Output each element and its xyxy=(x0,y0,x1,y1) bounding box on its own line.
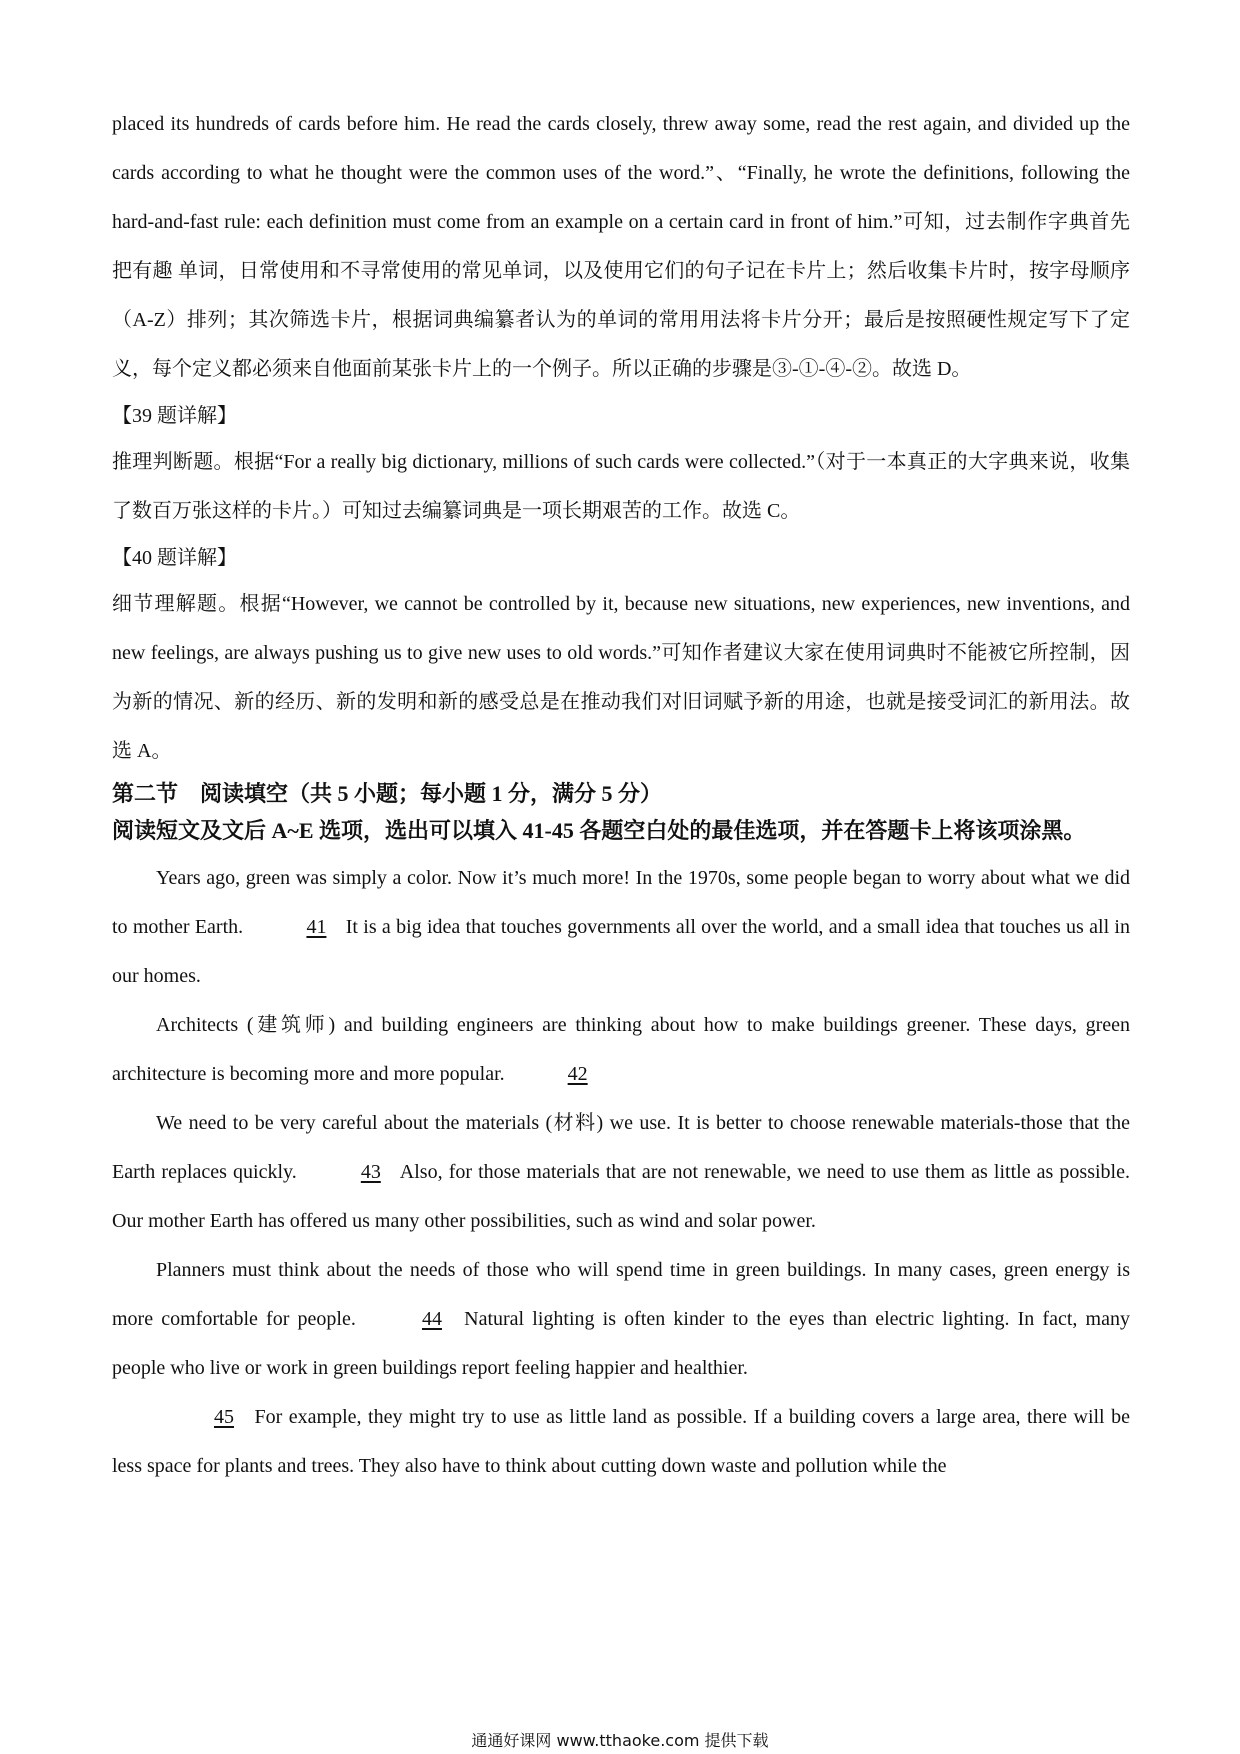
passage-paragraph-1 xyxy=(112,854,1130,1001)
passage-paragraph-4 xyxy=(112,1246,1130,1393)
passage-text: Natural lighting is often kinder to the eyes than electric lighting. In fact, many people who live or work in green buildings report feeling happier and healthier. xyxy=(112,1308,1130,1379)
passage-paragraph-2 xyxy=(112,1001,1130,1099)
document-page xyxy=(112,100,1130,1491)
passage-paragraph-3 xyxy=(112,1099,1130,1246)
question-40-explanation: 细节理解题。根据“However, we cannot be controlled by it, because new situations, new experiences, new inventions, and new feelings, are always pushing us to give new uses to old words.”可知作者建议大家在使用词典时不能被它所控制，因为新的情况、新的经历、新的发明和新的感受总是在推动我们对旧词赋予新的用途，也就是接受词汇的新用法。故选 A。 xyxy=(112,593,1130,762)
passage-text: For example, they might try to use as little land as possible. If a building covers a large area, there will be less space for plants and trees. They also have to think about cutting down waste and pollution while the xyxy=(112,1406,1130,1477)
passage-text: Planners must think about the needs of those who will spend time in green buildings. In many cases, green energy is more comfortable for people. xyxy=(112,1259,1130,1330)
question-40-label: 【40 题详解】 xyxy=(112,547,237,569)
passage-text: We need to be very careful about the materials (材料) we use. It is better to choose renewable materials-those that the Earth replaces quickly. xyxy=(112,1112,1130,1183)
blank-41: 41 xyxy=(306,916,327,938)
blank-42: 42 xyxy=(567,1063,588,1085)
question-39-explanation: 推理判断题。根据“For a really big dictionary, millions of such cards were collected.”（对于一本真正的大字典来说，收集了数百万张这样的卡片。）可知过去编纂词典是一项长期艰苦的工作。故选 C。 xyxy=(112,451,1130,522)
passage-text: Years ago, green was simply a color. Now it’s much more! In the 1970s, some people began to worry about what we did to mother Earth. xyxy=(112,867,1130,938)
question-39-label: 【39 题详解】 xyxy=(112,405,237,427)
answer-38-explanation-tail: placed its hundreds of cards before him. He read the cards closely, threw away some, read the rest again, and divided up the cards according to what he thought were the common uses of the word.”、“Finally, he wrote the definitions, following the hard-and-fast rule: each definition must come from an example on a certain card in front of him.”可知，过去制作字典首先把有趣 单词，日常使用和不寻常使用的常见单词，以及使用它们的句子记在卡片上；然后收集卡片时，按字母顺序（A-Z）排列；其次筛选卡片，根据词典编纂者认为的单词的常用用法将卡片分开；最后是按照硬性规定写下了定义，每个定义都必须来自他面前某张卡片上的一个例子。所以正确的步骤是③-①-④-②。故选 D。 xyxy=(112,113,1130,380)
section-title: 第二节 阅读填空（共 5 小题；每小题 1 分，满分 5 分） xyxy=(112,781,663,806)
passage-text: It is a big idea that touches governments all over the world, and a small idea that touches us all in our homes. xyxy=(112,916,1130,987)
blank-44: 44 xyxy=(421,1308,442,1330)
passage-text: Also, for those materials that are not renewable, we need to use them as little as possible. Our mother Earth has offered us many other possibilities, such as wind and solar power. xyxy=(112,1161,1130,1232)
passage-text: Architects (建筑师) and building engineers are thinking about how to make buildings greener. These days, green architecture is becoming more and more popular. xyxy=(112,1014,1130,1085)
section-instruction: 阅读短文及文后 A~E 选项，选出可以填入 41-45 各题空白处的最佳选项，并在答题卡上将该项涂黑。 xyxy=(112,818,1086,843)
blank-45: 45 xyxy=(214,1406,234,1428)
blank-43: 43 xyxy=(360,1161,381,1183)
passage-paragraph-5 xyxy=(112,1393,1130,1491)
footer-download-note: 通通好课网 www.tthaoke.com 提供下载 xyxy=(471,1731,769,1750)
